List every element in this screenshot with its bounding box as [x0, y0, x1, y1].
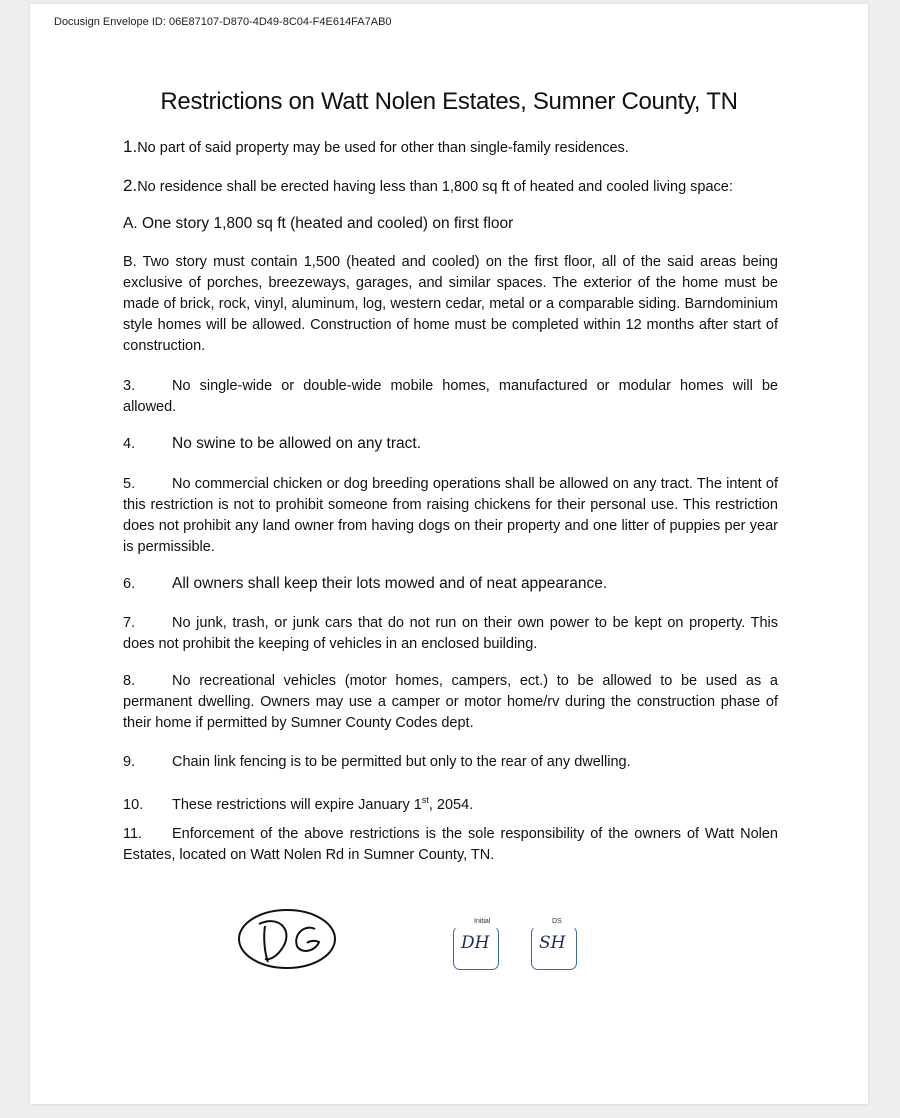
- restriction-text: Chain link fencing is to be permitted but only to the rear of any dwelling.: [172, 754, 631, 770]
- initials-area: [235, 904, 565, 984]
- restriction-text: No part of said property may be used for other than single-family residences.: [137, 140, 629, 156]
- restriction-number: 7.: [123, 615, 136, 631]
- restriction-text: No swine to be allowed on any tract.: [172, 435, 421, 452]
- document-page: [30, 4, 868, 1104]
- ordinal-suffix: st: [421, 795, 429, 805]
- restriction-6: [123, 573, 778, 595]
- envelope-id: Docusign Envelope ID: 06E87107-D870-4D49-8C04-F4E614FA7AB0: [54, 16, 392, 28]
- restriction-8: [123, 671, 778, 734]
- restriction-2: [123, 175, 778, 198]
- restriction-number: 1.: [123, 137, 138, 156]
- restriction-text: No residence shall be erected having less than 1,800 sq ft of heated and cooled living space:: [137, 179, 733, 195]
- restriction-2b: [123, 252, 778, 357]
- restriction-text: No junk, trash, or junk cars that do not run on their own power to be kept on property. This does not prohibit the keeping of vehicles in an enclosed building.: [123, 615, 778, 652]
- restriction-5: [123, 474, 778, 558]
- ds-value: SH: [539, 933, 566, 953]
- restriction-text: No commercial chicken or dog breeding operations shall be allowed on any tract. The intent of this restriction is not to prohibit someone from raising chickens for their personal use. This restriction does not prohibit any land owner from having dogs on their property and one litter of puppies per year is permissible.: [123, 476, 778, 555]
- restriction-text: No recreational vehicles (motor homes, campers, ect.) to be allowed to be used as a permanent dwelling. Owners may use a camper or motor home/rv during the construction phase of their home if permitted by Sumner County Codes dept.: [123, 673, 778, 731]
- restriction-4: [123, 433, 778, 455]
- restriction-number: 8.: [123, 673, 136, 689]
- initial-value: DH: [461, 933, 490, 953]
- restriction-9: [123, 752, 778, 773]
- restriction-number: 11.: [123, 826, 143, 842]
- restriction-text: No single-wide or double-wide mobile homes, manufactured or modular homes will be allowed.: [123, 378, 778, 415]
- restriction-text: All owners shall keep their lots mowed and of neat appearance.: [172, 575, 608, 592]
- initial-box: [453, 918, 499, 970]
- initial-label: Initial: [474, 918, 491, 925]
- restriction-text: A. One story 1,800 sq ft (heated and cooled) on first floor: [123, 215, 514, 232]
- restriction-text: These restrictions will expire January 1: [172, 796, 422, 813]
- restriction-1: [123, 136, 778, 159]
- restriction-number: 10.: [123, 796, 144, 813]
- restriction-7: [123, 613, 778, 655]
- restriction-text: Enforcement of the above restrictions is the sole responsibility of the owners of Watt Nolen Estates, located on Watt Nolen Rd in Sumner County, TN.: [123, 826, 778, 863]
- restriction-11: [123, 824, 778, 866]
- restriction-number: 5.: [123, 476, 136, 492]
- page-title: Restrictions on Watt Nolen Estates, Sumner County, TN: [160, 88, 738, 115]
- ds-label: DS: [552, 918, 562, 925]
- restriction-2a: [123, 213, 778, 235]
- restriction-10: [123, 790, 778, 816]
- restriction-number: 3.: [123, 378, 136, 394]
- restriction-text: B. Two story must contain 1,500 (heated and cooled) on the first floor, all of the said areas being exclusive of porches, breezeways, garages, and similar spaces. The exterior of the home must be made of brick, rock, vinyl, aluminum, log, western cedar, metal or a comparable siding. Barndominium style homes will be allowed. Construction of home must be completed within 12 months after start of construction.: [123, 254, 778, 354]
- restriction-number: 9.: [123, 754, 136, 770]
- restriction-text-end: , 2054.: [428, 796, 474, 813]
- ds-box: [531, 918, 577, 970]
- handwritten-signature: [235, 904, 345, 976]
- restriction-number: 2.: [123, 176, 138, 195]
- restriction-3: [123, 376, 778, 418]
- restriction-number: 6.: [123, 576, 136, 592]
- restriction-number: 4.: [123, 436, 136, 452]
